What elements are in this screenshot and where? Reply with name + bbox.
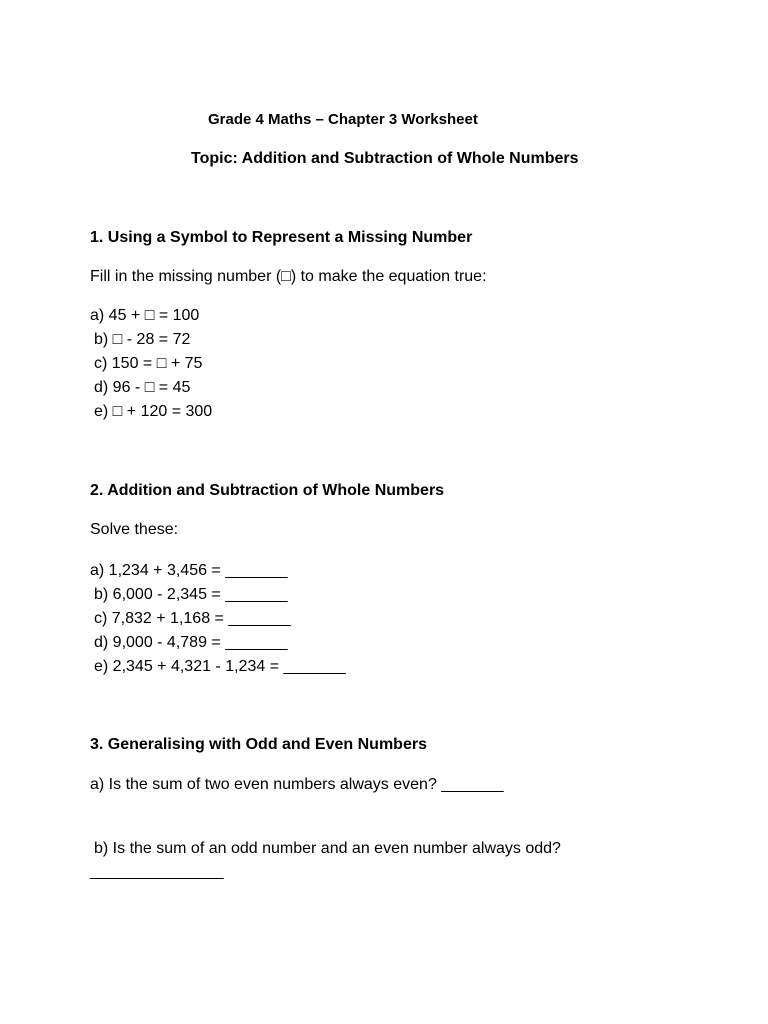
section-1-instruction: Fill in the missing number (□) to make the equation true: [90, 268, 487, 285]
section-1-heading: 1. Using a Symbol to Represent a Missing Number [90, 229, 473, 246]
worksheet-title: Grade 4 Maths – Chapter 3 Worksheet [208, 111, 478, 128]
section-1-question-d: d) 96 - □ = 45 [94, 379, 191, 396]
section-2-question-e: e) 2,345 + 4,321 - 1,234 = _______ [94, 658, 346, 675]
section-3-question-a: a) Is the sum of two even numbers always even? _______ [90, 776, 504, 793]
section-1-question-e: e) □ + 120 = 300 [94, 403, 213, 420]
section-2-question-a: a) 1,234 + 3,456 = _______ [90, 562, 288, 579]
section-1-question-b: b) □ - 28 = 72 [94, 331, 191, 348]
section-2-heading: 2. Addition and Subtraction of Whole Numbers [90, 482, 445, 499]
section-3-question-b: b) Is the sum of an odd number and an even number always odd? [94, 840, 561, 857]
section-2-question-d: d) 9,000 - 4,789 = _______ [94, 634, 288, 651]
section-3-answer-line: _______________ [90, 863, 224, 880]
section-2-question-b: b) 6,000 - 2,345 = _______ [94, 586, 288, 603]
section-1-question-c: c) 150 = □ + 75 [94, 355, 203, 372]
section-1-question-a: a) 45 + □ = 100 [90, 307, 200, 324]
worksheet-topic: Topic: Addition and Subtraction of Whole Numbers [191, 150, 579, 167]
section-2-instruction: Solve these: [90, 521, 179, 538]
section-3-heading: 3. Generalising with Odd and Even Numbers [90, 736, 427, 753]
section-2-question-c: c) 7,832 + 1,168 = _______ [94, 610, 291, 627]
